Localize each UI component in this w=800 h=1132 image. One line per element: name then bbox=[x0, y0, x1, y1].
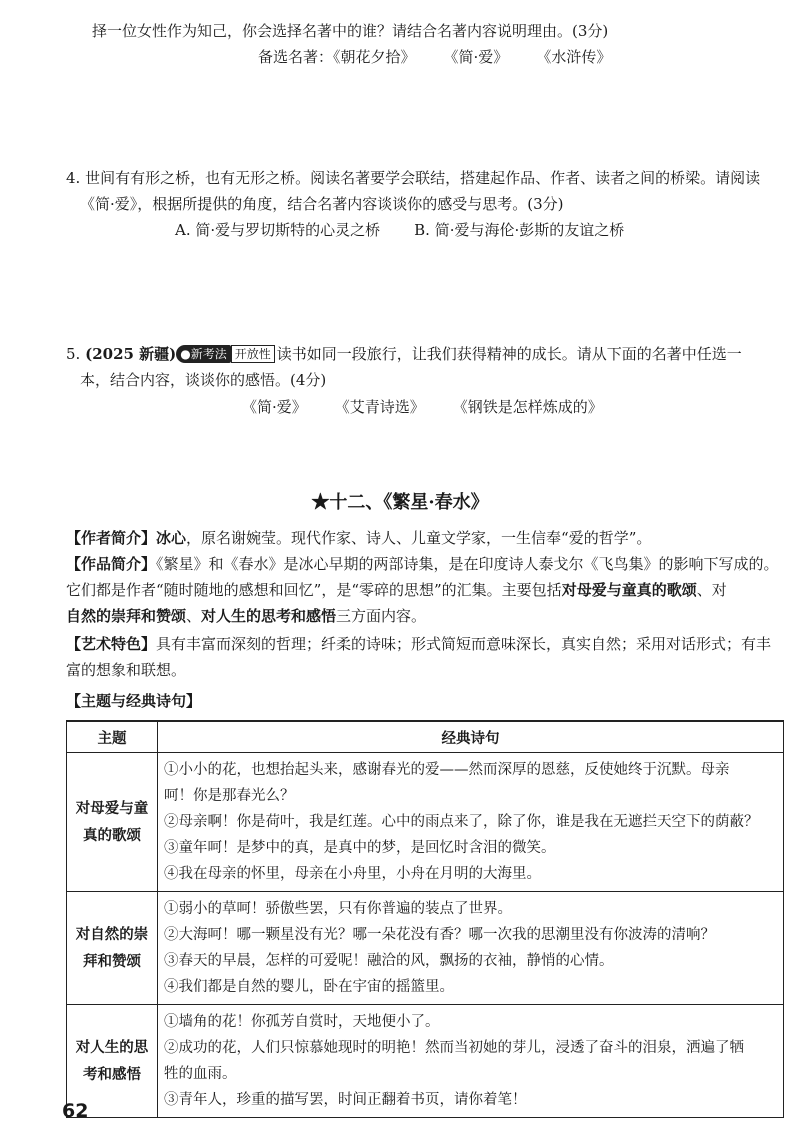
work-text3-end: 三方面内容。 bbox=[336, 607, 427, 625]
q3-option-1: 《朝花夕拾》 bbox=[333, 48, 416, 66]
poem-line: ②母亲啊！你是荷叶，我是红莲。心中的雨点来了，除了你，谁是我在无遮拦天空下的荫蔽？ bbox=[164, 814, 759, 830]
poem-line: ①小小的花，也想抬起头来，感谢春光的爱——然而深厚的恩慈，反使她终于沉默。母亲 bbox=[164, 762, 730, 778]
work-text2-end: 、对 bbox=[696, 581, 727, 599]
poem-line: ③青年人，珍重的描写罢，时间正翻着书页，请你着笔！ bbox=[164, 1092, 527, 1108]
theme-cell bbox=[67, 892, 158, 1005]
q5-book-2: 《艾青诗选》 bbox=[334, 398, 425, 416]
section-title: ★十二、《繁星·春水》 bbox=[311, 492, 489, 513]
q3-line: 择一位女性作为知己，你会选择名著中的谁？请结合名著内容说明理由。(3分) bbox=[92, 22, 609, 40]
table-row bbox=[67, 1005, 784, 1118]
author-label: 【作者简介】 bbox=[66, 529, 157, 547]
poem-cell bbox=[158, 1005, 784, 1118]
art-line1 bbox=[66, 633, 771, 655]
table-header-lines: 经典诗句 bbox=[158, 721, 784, 753]
theme-line: 对自然的崇 bbox=[75, 926, 149, 943]
q5-source: (2025 新疆) bbox=[85, 345, 177, 363]
page-number: 62 bbox=[62, 1100, 89, 1122]
art-label: 【艺术特色】 bbox=[66, 635, 157, 653]
q5-book-1: 《简·爱》 bbox=[242, 398, 307, 416]
q4-option-a: A. 简·爱与罗切斯特的心灵之桥 bbox=[175, 221, 381, 239]
q3-option-3: 《水浒传》 bbox=[536, 48, 612, 66]
poem-line: ①弱小的草呵！骄傲些罢，只有你普遍的装点了世界。 bbox=[164, 901, 512, 917]
work-text1: 《繁星》和《春水》是冰心早期的两部诗集，是在印度诗人泰戈尔《飞鸟集》的影响下写成的。 bbox=[156, 555, 779, 573]
work-intro-line3 bbox=[66, 605, 426, 627]
poem-line: 牲的血雨。 bbox=[164, 1066, 237, 1082]
theme-line: 对人生的思 bbox=[75, 1039, 149, 1056]
work-theme-2: 自然的崇拜和赞颂 bbox=[66, 607, 187, 625]
poem-line: ③童年呵！是梦中的真，是真中的梦，是回忆时含泪的微笑。 bbox=[164, 840, 556, 856]
table-header-row bbox=[67, 721, 784, 753]
theme-line: 真的歌颂 bbox=[83, 827, 141, 844]
theme-line: 对母爱与童 bbox=[75, 800, 149, 817]
theme-line: 考和感悟 bbox=[83, 1066, 141, 1083]
q5-books bbox=[242, 396, 603, 418]
poem-line: ③春天的早晨，怎样的可爱呢！融洽的风，飘扬的衣袖，静悄的心情。 bbox=[164, 953, 614, 969]
q4-option-b: B. 简·爱与海伦·彭斯的友谊之桥 bbox=[414, 221, 625, 239]
q4-line2: 《简·爱》，根据所提供的角度，结合名著内容谈谈你的感受与思考。(3分) bbox=[80, 195, 564, 213]
poem-line: 呵！你是那春光么？ bbox=[164, 788, 295, 804]
q3-option-2: 《简·爱》 bbox=[443, 48, 509, 66]
q5-tag-new-label: 新考法 bbox=[190, 347, 227, 361]
table-label: 【主题与经典诗句】 bbox=[66, 692, 202, 710]
work-label: 【作品简介】 bbox=[66, 555, 157, 573]
q3-options-label: 备选名著： bbox=[258, 48, 334, 66]
poem-cell bbox=[158, 753, 784, 892]
author-intro bbox=[66, 527, 651, 549]
work-theme-3: 对人生的思考和感悟 bbox=[201, 607, 337, 625]
q5-tag-new bbox=[176, 345, 231, 363]
q5-tag-open: 开放性 bbox=[231, 345, 275, 363]
work-intro-line2 bbox=[66, 579, 727, 601]
author-name: 冰心 bbox=[156, 529, 187, 547]
work-text3-mid: 、 bbox=[186, 607, 202, 625]
q4-options bbox=[175, 219, 624, 241]
table-header-theme: 主题 bbox=[67, 721, 158, 753]
work-intro-line1 bbox=[66, 553, 779, 575]
poem-table bbox=[66, 720, 784, 1118]
q5-text1: 读书如同一段旅行，让我们获得精神的成长。请从下面的名著中任选一 bbox=[276, 345, 742, 363]
q5-line2: 本，结合内容，谈谈你的感悟。(4分) bbox=[80, 371, 327, 389]
q4-text1: 世间有有形之桥，也有无形之桥。阅读名著要学会联结，搭建起作品、作者、读者之间的桥梁。请阅读 bbox=[85, 169, 761, 187]
bulb-icon: ● bbox=[180, 347, 191, 361]
q4-number: 4. bbox=[66, 169, 81, 187]
art-text1: 具有丰富而深刻的哲理；纤柔的诗味；形式简短而意味深长，真实自然；采用对话形式；有丰 bbox=[156, 635, 772, 653]
poem-line: ②大海呵！哪一颗星没有光？哪一朵花没有香？哪一次我的思潮里没有你波涛的清响？ bbox=[164, 927, 715, 943]
poem-line: ①墙角的花！你孤芳自赏时，天地便小了。 bbox=[164, 1014, 440, 1030]
author-text: ，原名谢婉莹。现代作家、诗人、儿童文学家，一生信奉“爱的哲学”。 bbox=[186, 529, 652, 547]
q5-book-3: 《钢铁是怎样炼成的》 bbox=[452, 398, 603, 416]
theme-cell bbox=[67, 753, 158, 892]
q5-number: 5. bbox=[66, 345, 81, 363]
table-row bbox=[67, 892, 784, 1005]
q3-options bbox=[258, 46, 611, 68]
poem-line: ④我在母亲的怀里，母亲在小舟里，小舟在月明的大海里。 bbox=[164, 866, 541, 882]
work-theme-1: 对母爱与童真的歌颂 bbox=[561, 581, 697, 599]
work-text2: 它们都是作者“随时随地的感想和回忆”，是“零碎的思想”的汇集。主要包括 bbox=[66, 581, 562, 599]
q4-line1 bbox=[66, 167, 760, 189]
art-line2: 富的想象和联想。 bbox=[66, 661, 187, 679]
q5-line1 bbox=[66, 343, 742, 365]
poem-line: ④我们都是自然的婴儿，卧在宇宙的摇篮里。 bbox=[164, 979, 454, 995]
poem-cell bbox=[158, 892, 784, 1005]
poem-line: ②成功的花，人们只惊慕她现时的明艳！然而当初她的芽儿，浸透了奋斗的泪泉，洒遍了牺 bbox=[164, 1040, 744, 1056]
table-row bbox=[67, 753, 784, 892]
theme-line: 拜和赞颂 bbox=[83, 953, 141, 970]
